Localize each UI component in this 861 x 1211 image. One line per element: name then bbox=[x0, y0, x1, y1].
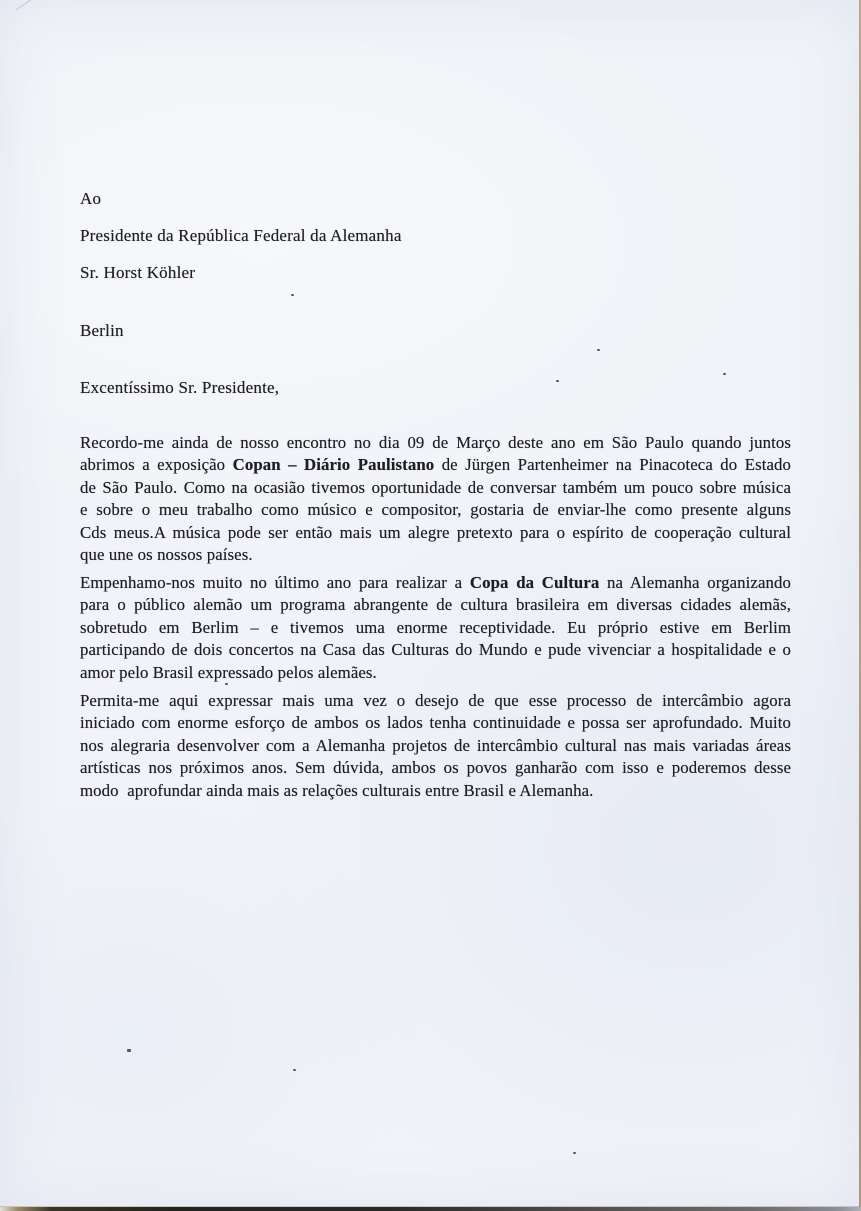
scan-speck bbox=[225, 683, 228, 685]
paragraph-line: Permita-me aqui expressar mais uma vez o desejo de que esse processo de intercâmbio agora bbox=[80, 691, 791, 710]
scan-speck bbox=[573, 1152, 576, 1154]
bold-text: Copan – Diário Paulistano bbox=[232, 455, 435, 475]
paragraph-3 bbox=[80, 690, 791, 802]
recipient-line-name: Sr. Horst Köhler bbox=[80, 263, 196, 282]
scan-speck bbox=[127, 1049, 131, 1052]
paragraph-line: Recordo-me ainda de nosso encontro no dia 09 de Março deste ano em São Paulo quando juntos bbox=[80, 433, 791, 452]
paragraph-line: Cds meus.A música pode ser então mais um alegre pretexto para o espírito de cooperação cultural bbox=[80, 522, 791, 542]
paragraph-line: de São Paulo. Como na ocasião tivemos oportunidade de conversar também um pouco sobre música bbox=[80, 477, 791, 497]
paragraph-1 bbox=[80, 432, 791, 566]
paragraph-line: abrimos a exposição Copan – Diário Paulistano de Jürgen Partenheimer na Pinacoteca do Estado bbox=[80, 455, 791, 475]
paragraph-2 bbox=[80, 572, 791, 684]
scan-speck bbox=[293, 1069, 296, 1071]
recipient-line-city: Berlin bbox=[80, 321, 124, 340]
paragraph-line: para o público alemão um programa abrangente de cultura brasileira em diversas cidades alemãs, bbox=[80, 595, 791, 615]
recipient-line-title: Presidente da República Federal da Alemanha bbox=[80, 226, 402, 245]
paragraph-line: artísticas nos próximos anos. Sem dúvida, ambos os povos ganharão com isso e poderemos desse bbox=[80, 758, 791, 778]
scan-crease-artifact bbox=[16, 0, 33, 11]
paragraph-line: sobretudo em Berlim – e tivemos uma enorme receptividade. Eu próprio estive em Berlim bbox=[80, 617, 791, 637]
paragraph-line: modo aprofundar ainda mais as relações culturais entre Brasil e Alemanha. bbox=[80, 780, 594, 800]
salutation: Excentíssimo Sr. Presidente, bbox=[80, 378, 280, 397]
scan-speck bbox=[291, 294, 294, 296]
scan-edge-bottom bbox=[0, 1207, 861, 1211]
scan-speck bbox=[597, 349, 600, 351]
scan-speck bbox=[723, 373, 726, 375]
paragraph-line: participando de dois concertos na Casa das Culturas do Mundo e pude vivenciar a hospitalidade e o bbox=[80, 640, 791, 660]
paragraph-line: amor pelo Brasil expressado pelos alemães. bbox=[80, 662, 377, 682]
paragraph-line: nos alegraria desenvolver com a Alemanha projetos de intercâmbio cultural nas mais variadas áreas bbox=[80, 735, 791, 755]
scan-speck bbox=[556, 380, 559, 382]
recipient-line-ao: Ao bbox=[80, 189, 102, 208]
bold-text: Copa da Cultura bbox=[469, 573, 600, 592]
paragraph-line: Empenhamo-nos muito no último ano para realizar a Copa da Cultura na Alemanha organizando bbox=[80, 573, 791, 592]
paragraph-line: que une os nossos países. bbox=[80, 545, 253, 565]
paragraph-line: iniciado com enorme esforço de ambos os lados tenha continuidade e possa ser aprofundado. Muito bbox=[80, 713, 791, 733]
paragraph-line: e sobre o meu trabalho como músico e compositor, gostaria de enviar-lhe como presente alguns bbox=[80, 500, 791, 520]
